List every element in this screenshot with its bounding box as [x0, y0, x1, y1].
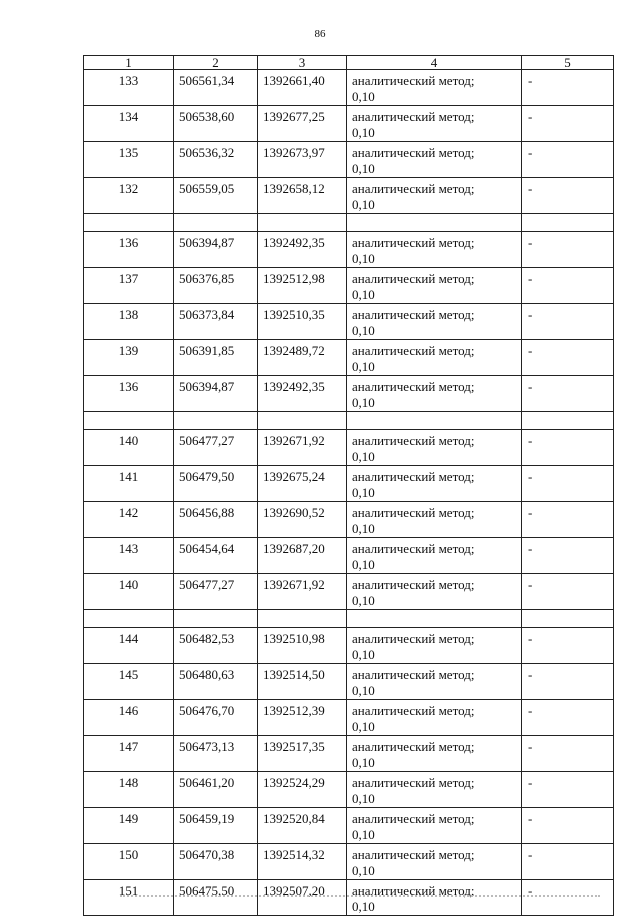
table-body — [84, 70, 614, 916]
point-number-cell: 149 — [84, 808, 174, 844]
point-number-cell: 142 — [84, 502, 174, 538]
method-text: аналитический метод; — [352, 145, 475, 160]
point-number-cell: 141 — [84, 466, 174, 502]
x-coordinate-cell: 506473,13 — [174, 736, 258, 772]
method-cell — [347, 700, 522, 736]
method-cell — [347, 574, 522, 610]
x-coordinate-cell: 506559,05 — [174, 178, 258, 214]
header-col-1: 1 — [84, 56, 174, 70]
method-cell — [347, 304, 522, 340]
y-coordinate-cell: 1392671,92 — [258, 430, 347, 466]
x-coordinate-cell: 506480,63 — [174, 664, 258, 700]
y-coordinate-cell: 1392517,35 — [258, 736, 347, 772]
x-coordinate-cell: 506459,19 — [174, 808, 258, 844]
separator-cell — [258, 610, 347, 628]
method-text: аналитический метод; — [352, 73, 475, 88]
method-text: аналитический метод; — [352, 847, 475, 862]
x-coordinate-cell: 506391,85 — [174, 340, 258, 376]
note-cell: - — [522, 430, 614, 466]
note-cell: - — [522, 700, 614, 736]
y-coordinate-cell: 1392492,35 — [258, 376, 347, 412]
separator-cell — [84, 610, 174, 628]
separator-cell — [84, 412, 174, 430]
separator-row — [84, 214, 614, 232]
separator-cell — [174, 610, 258, 628]
x-coordinate-cell: 506456,88 — [174, 502, 258, 538]
note-cell: - — [522, 142, 614, 178]
x-coordinate-cell: 506394,87 — [174, 232, 258, 268]
point-number-cell: 145 — [84, 664, 174, 700]
table-row — [84, 664, 614, 700]
method-cell — [347, 628, 522, 664]
y-coordinate-cell: 1392512,98 — [258, 268, 347, 304]
separator-cell — [258, 412, 347, 430]
method-text: аналитический метод; — [352, 433, 475, 448]
point-number-cell: 148 — [84, 772, 174, 808]
x-coordinate-cell: 506479,50 — [174, 466, 258, 502]
accuracy-text: 0,10 — [352, 683, 375, 698]
accuracy-text: 0,10 — [352, 791, 375, 806]
table-row — [84, 178, 614, 214]
table-row — [84, 430, 614, 466]
x-coordinate-cell: 506482,53 — [174, 628, 258, 664]
method-cell — [347, 808, 522, 844]
accuracy-text: 0,10 — [352, 719, 375, 734]
accuracy-text: 0,10 — [352, 323, 375, 338]
table-row — [84, 736, 614, 772]
x-coordinate-cell: 506477,27 — [174, 430, 258, 466]
y-coordinate-cell: 1392489,72 — [258, 340, 347, 376]
method-cell — [347, 502, 522, 538]
y-coordinate-cell: 1392675,24 — [258, 466, 347, 502]
method-cell — [347, 664, 522, 700]
accuracy-text: 0,10 — [352, 899, 375, 914]
accuracy-text: 0,10 — [352, 827, 375, 842]
separator-cell — [174, 214, 258, 232]
table-row — [84, 808, 614, 844]
note-cell: - — [522, 844, 614, 880]
note-cell: - — [522, 574, 614, 610]
point-number-cell: 151 — [84, 880, 174, 916]
accuracy-text: 0,10 — [352, 89, 375, 104]
x-coordinate-cell: 506476,70 — [174, 700, 258, 736]
method-text: аналитический метод; — [352, 109, 475, 124]
point-number-cell: 133 — [84, 70, 174, 106]
x-coordinate-cell: 506376,85 — [174, 268, 258, 304]
y-coordinate-cell: 1392690,52 — [258, 502, 347, 538]
y-coordinate-cell: 1392510,98 — [258, 628, 347, 664]
method-text: аналитический метод; — [352, 307, 475, 322]
note-cell: - — [522, 664, 614, 700]
point-number-cell: 147 — [84, 736, 174, 772]
y-coordinate-cell: 1392507,20 — [258, 880, 347, 916]
note-cell: - — [522, 502, 614, 538]
table-row — [84, 142, 614, 178]
note-cell: - — [522, 268, 614, 304]
accuracy-text: 0,10 — [352, 593, 375, 608]
method-cell — [347, 466, 522, 502]
note-cell: - — [522, 304, 614, 340]
method-cell — [347, 376, 522, 412]
point-number-cell: 140 — [84, 430, 174, 466]
separator-cell — [174, 412, 258, 430]
x-coordinate-cell: 506477,27 — [174, 574, 258, 610]
y-coordinate-cell: 1392673,97 — [258, 142, 347, 178]
method-text: аналитический метод; — [352, 883, 475, 898]
accuracy-text: 0,10 — [352, 863, 375, 878]
x-coordinate-cell: 506475,50 — [174, 880, 258, 916]
method-text: аналитический метод; — [352, 631, 475, 646]
point-number-cell: 144 — [84, 628, 174, 664]
y-coordinate-cell: 1392687,20 — [258, 538, 347, 574]
method-cell — [347, 772, 522, 808]
method-text: аналитический метод; — [352, 577, 475, 592]
header-col-2: 2 — [174, 56, 258, 70]
note-cell: - — [522, 736, 614, 772]
header-col-5: 5 — [522, 56, 614, 70]
accuracy-text: 0,10 — [352, 647, 375, 662]
point-number-cell: 136 — [84, 232, 174, 268]
table-row — [84, 700, 614, 736]
y-coordinate-cell: 1392512,39 — [258, 700, 347, 736]
accuracy-text: 0,10 — [352, 251, 375, 266]
note-cell: - — [522, 70, 614, 106]
table-row — [84, 304, 614, 340]
y-coordinate-cell: 1392658,12 — [258, 178, 347, 214]
method-text: аналитический метод; — [352, 811, 475, 826]
separator-cell — [522, 214, 614, 232]
y-coordinate-cell: 1392661,40 — [258, 70, 347, 106]
x-coordinate-cell: 506561,34 — [174, 70, 258, 106]
coordinates-table — [83, 55, 614, 916]
method-cell — [347, 340, 522, 376]
table-row — [84, 340, 614, 376]
method-text: аналитический метод; — [352, 667, 475, 682]
method-cell — [347, 430, 522, 466]
table-row — [84, 502, 614, 538]
accuracy-text: 0,10 — [352, 197, 375, 212]
method-cell — [347, 178, 522, 214]
x-coordinate-cell: 506373,84 — [174, 304, 258, 340]
method-cell — [347, 106, 522, 142]
y-coordinate-cell: 1392510,35 — [258, 304, 347, 340]
x-coordinate-cell: 506454,64 — [174, 538, 258, 574]
note-cell: - — [522, 538, 614, 574]
table-row — [84, 232, 614, 268]
point-number-cell: 137 — [84, 268, 174, 304]
note-cell: - — [522, 772, 614, 808]
table-row — [84, 466, 614, 502]
point-number-cell: 146 — [84, 700, 174, 736]
x-coordinate-cell: 506536,32 — [174, 142, 258, 178]
point-number-cell: 140 — [84, 574, 174, 610]
point-number-cell: 134 — [84, 106, 174, 142]
point-number-cell: 143 — [84, 538, 174, 574]
separator-cell — [522, 610, 614, 628]
note-cell: - — [522, 880, 614, 916]
note-cell: - — [522, 106, 614, 142]
table-row — [84, 574, 614, 610]
accuracy-text: 0,10 — [352, 125, 375, 140]
point-number-cell: 132 — [84, 178, 174, 214]
method-cell — [347, 142, 522, 178]
accuracy-text: 0,10 — [352, 521, 375, 536]
method-text: аналитический метод; — [352, 703, 475, 718]
method-cell — [347, 268, 522, 304]
method-text: аналитический метод; — [352, 379, 475, 394]
table-row — [84, 538, 614, 574]
header-col-4: 4 — [347, 56, 522, 70]
y-coordinate-cell: 1392514,32 — [258, 844, 347, 880]
y-coordinate-cell: 1392671,92 — [258, 574, 347, 610]
table-row — [84, 106, 614, 142]
separator-cell — [347, 412, 522, 430]
point-number-cell: 139 — [84, 340, 174, 376]
x-coordinate-cell: 506470,38 — [174, 844, 258, 880]
method-cell — [347, 844, 522, 880]
y-coordinate-cell: 1392677,25 — [258, 106, 347, 142]
method-text: аналитический метод; — [352, 469, 475, 484]
table-row — [84, 70, 614, 106]
method-text: аналитический метод; — [352, 181, 475, 196]
y-coordinate-cell: 1392492,35 — [258, 232, 347, 268]
accuracy-text: 0,10 — [352, 359, 375, 374]
page-number: 86 — [314, 28, 326, 40]
point-number-cell: 150 — [84, 844, 174, 880]
accuracy-text: 0,10 — [352, 161, 375, 176]
y-coordinate-cell: 1392524,29 — [258, 772, 347, 808]
method-text: аналитический метод; — [352, 775, 475, 790]
method-cell — [347, 736, 522, 772]
separator-cell — [347, 214, 522, 232]
note-cell: - — [522, 808, 614, 844]
accuracy-text: 0,10 — [352, 755, 375, 770]
method-text: аналитический метод; — [352, 343, 475, 358]
cut-off-footer-text — [120, 895, 600, 903]
method-text: аналитический метод; — [352, 739, 475, 754]
table-row — [84, 268, 614, 304]
x-coordinate-cell: 506394,87 — [174, 376, 258, 412]
accuracy-text: 0,10 — [352, 395, 375, 410]
separator-row — [84, 412, 614, 430]
separator-cell — [522, 412, 614, 430]
method-cell — [347, 538, 522, 574]
separator-cell — [258, 214, 347, 232]
y-coordinate-cell: 1392520,84 — [258, 808, 347, 844]
note-cell: - — [522, 376, 614, 412]
method-cell — [347, 232, 522, 268]
separator-cell — [347, 610, 522, 628]
y-coordinate-cell: 1392514,50 — [258, 664, 347, 700]
note-cell: - — [522, 466, 614, 502]
separator-row — [84, 610, 614, 628]
point-number-cell: 136 — [84, 376, 174, 412]
method-text: аналитический метод; — [352, 271, 475, 286]
accuracy-text: 0,10 — [352, 557, 375, 572]
note-cell: - — [522, 178, 614, 214]
method-text: аналитический метод; — [352, 541, 475, 556]
table-row — [84, 844, 614, 880]
accuracy-text: 0,10 — [352, 449, 375, 464]
note-cell: - — [522, 340, 614, 376]
note-cell: - — [522, 628, 614, 664]
accuracy-text: 0,10 — [352, 287, 375, 302]
x-coordinate-cell: 506538,60 — [174, 106, 258, 142]
separator-cell — [84, 214, 174, 232]
point-number-cell: 135 — [84, 142, 174, 178]
table-header — [84, 56, 614, 70]
method-text: аналитический метод; — [352, 235, 475, 250]
method-cell — [347, 70, 522, 106]
table-row — [84, 628, 614, 664]
point-number-cell: 138 — [84, 304, 174, 340]
method-text: аналитический метод; — [352, 505, 475, 520]
table-row — [84, 376, 614, 412]
table-row — [84, 772, 614, 808]
accuracy-text: 0,10 — [352, 485, 375, 500]
header-col-3: 3 — [258, 56, 347, 70]
note-cell: - — [522, 232, 614, 268]
x-coordinate-cell: 506461,20 — [174, 772, 258, 808]
